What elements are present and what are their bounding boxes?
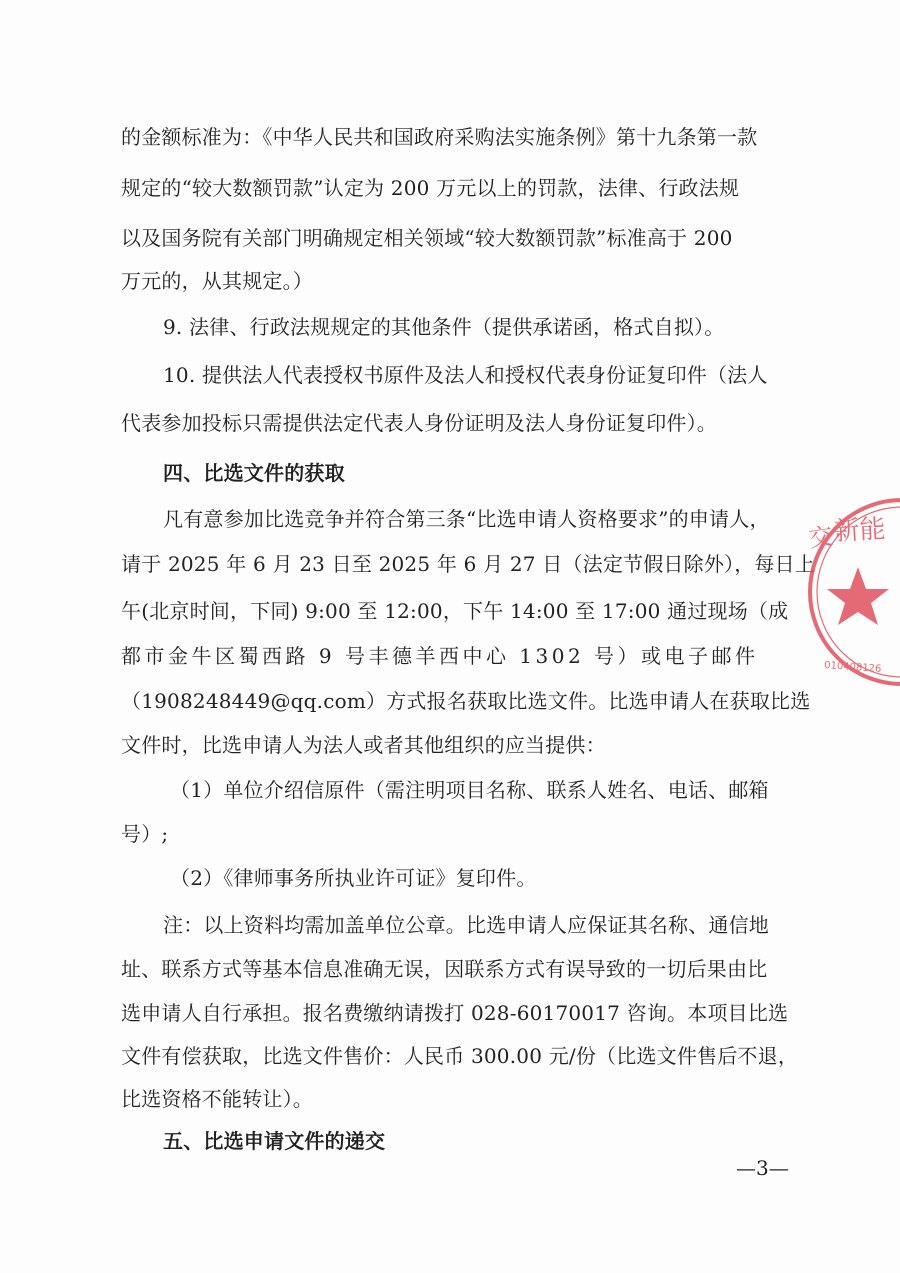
paragraph-line: 午(北京时间，下同) 9:00 至 12:00，下午 14:00 至 17:00 通过现场（成	[121, 599, 789, 623]
list-item-2: （2）《律师事务所执业许可证》复印件。	[170, 866, 537, 890]
list-item-10: 10. 提供法人代表授权书原件及法人和授权代表身份证复印件（法人	[163, 363, 768, 387]
paragraph-line: 号）;	[121, 822, 169, 846]
svg-text:交: 交	[806, 521, 835, 553]
list-item-1: （1）单位介绍信原件（需注明项目名称、联系人姓名、电话、邮箱	[170, 778, 769, 802]
paragraph-line: （1908248449@qq.com）方式报名获取比选文件。比选申请人在获取比选	[121, 689, 811, 713]
note-line: 选申请人自行承担。报名费缴纳请拨打 028-60170017 咨询。本项目比选	[121, 1001, 789, 1025]
seal-stamp-icon	[796, 492, 900, 692]
section-heading-4: 四、比选文件的获取	[163, 461, 345, 485]
paragraph-line: 的金额标准为：《中华人民共和国政府采购法实施条例》第十九条第一款	[121, 125, 758, 149]
seal-text: 新能	[832, 514, 887, 547]
paragraph-line: 代表参加投标只需提供法定代表人身份证明及法人身份证复印件）。	[121, 411, 717, 435]
note-line: 址、联系方式等基本信息准确无误，因联系方式有误导致的一切后果由比	[121, 957, 768, 981]
paragraph-line: 规定的“较大数额罚款”认定为 200 万元以上的罚款，法律、行政法规	[121, 176, 740, 200]
seal-digits: 010408126	[823, 660, 882, 675]
paragraph-line: 万元的，从其规定。）	[121, 269, 313, 293]
paragraph-line: 凡有意参加比选竞争并符合第三条“比选申请人资格要求”的申请人，	[163, 507, 770, 531]
note-line: 注：以上资料均需加盖单位公章。比选申请人应保证其名称、通信地	[163, 913, 769, 937]
note-line: 文件有偿获取，比选文件售价：人民币 300.00 元/份（比选文件售后不退，	[121, 1044, 799, 1068]
paragraph-line: 以及国务院有关部门明确规定相关领域“较大数额罚款”标准高于 200	[121, 226, 733, 250]
page-number: —3—	[736, 1156, 789, 1180]
section-heading-5: 五、比选申请文件的递交	[163, 1129, 386, 1153]
paragraph-line: 文件时，比选申请人为法人或者其他组织的应当提供：	[121, 733, 606, 757]
paragraph-line: 都市金牛区蜀西路 9 号丰德羊西中心 1302 号）或电子邮件	[121, 644, 759, 668]
company-seal	[796, 492, 900, 692]
note-line: 比选资格不能转让）。	[121, 1087, 313, 1111]
list-item-9: 9. 法律、行政法规规定的其他条件（提供承诺函，格式自拟）。	[163, 315, 725, 339]
paragraph-line: 请于 2025 年 6 月 23 日至 2025 年 6 月 27 日（法定节假日除外），每日上	[121, 552, 816, 576]
